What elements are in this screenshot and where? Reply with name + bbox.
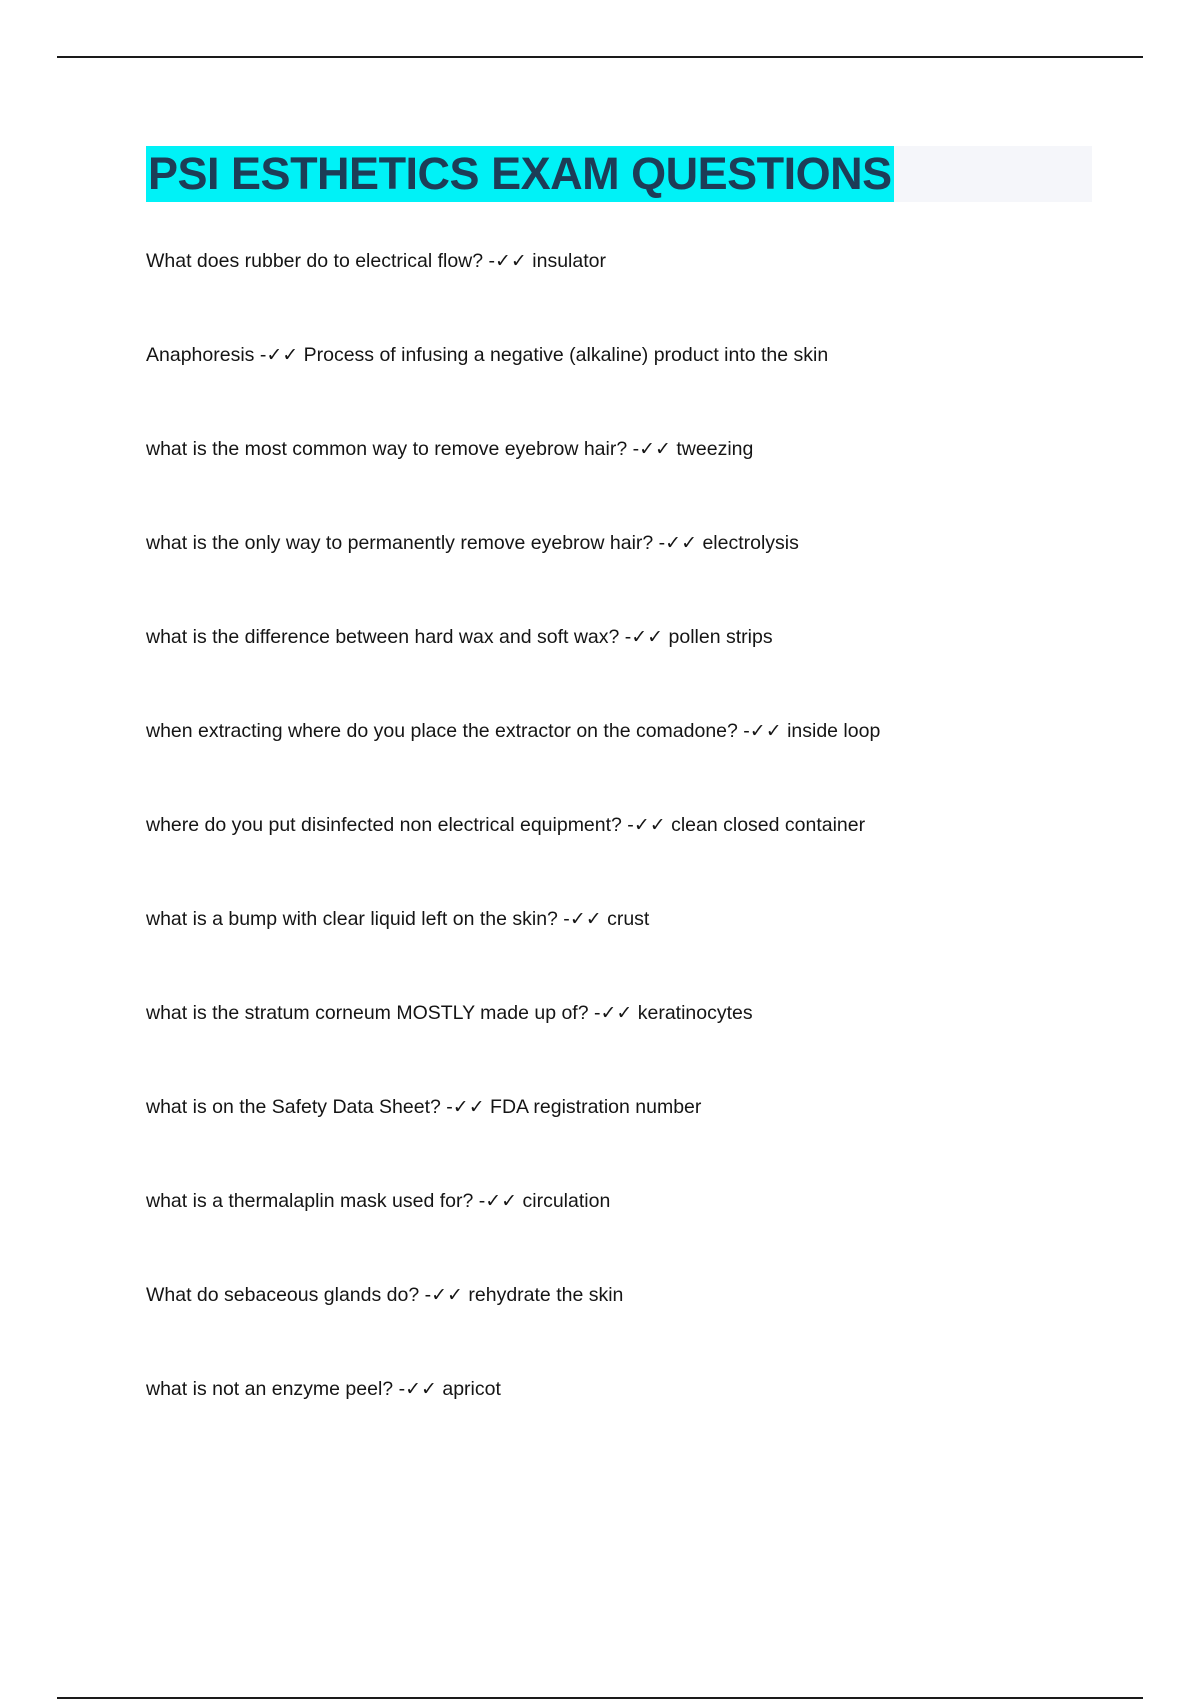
question-text: what is a bump with clear liquid left on the skin? [146, 908, 558, 930]
double-check-icon: ✓✓ [266, 344, 299, 366]
list-item [146, 1376, 1146, 1470]
list-item [146, 1094, 1146, 1188]
separator: - [653, 532, 666, 554]
question-text: what is the difference between hard wax and soft wax? [146, 626, 620, 648]
answer-text: apricot [442, 1378, 501, 1400]
double-check-icon: ✓✓ [600, 1002, 633, 1024]
answer-text: insulator [532, 250, 606, 272]
double-check-icon: ✓✓ [633, 814, 666, 836]
double-check-icon: ✓✓ [639, 438, 671, 460]
question-text: what is the only way to permanently remove eyebrow hair? [146, 532, 654, 554]
separator: - [419, 1284, 432, 1306]
answer-text: Process of infusing a negative (alkaline) product into the skin [303, 344, 829, 366]
separator: - [440, 1096, 453, 1118]
list-item [146, 530, 1146, 624]
separator: - [737, 720, 750, 742]
bottom-rule [57, 1697, 1143, 1699]
list-item [146, 342, 1146, 436]
answer-text: crust [607, 908, 650, 930]
list-item [146, 1282, 1146, 1376]
top-rule [57, 56, 1143, 58]
answer-text: tweezing [676, 438, 754, 460]
list-item [146, 248, 1146, 342]
double-check-icon: ✓✓ [452, 1096, 485, 1118]
question-text: What does rubber do to electrical flow? [146, 250, 484, 272]
double-check-icon: ✓✓ [631, 626, 664, 648]
separator: - [619, 626, 632, 648]
question-text: Anaphoresis [146, 344, 255, 366]
separator: - [483, 250, 496, 272]
question-text: what is on the Safety Data Sheet? [146, 1096, 441, 1118]
double-check-icon: ✓✓ [485, 1190, 518, 1212]
question-text: what is the most common way to remove eyebrow hair? [146, 438, 628, 460]
question-text: what is the stratum corneum MOSTLY made up of? [146, 1002, 589, 1024]
separator: - [557, 908, 570, 930]
list-item [146, 906, 1146, 1000]
answer-text: FDA registration number [490, 1096, 702, 1118]
double-check-icon: ✓✓ [749, 720, 782, 742]
separator: - [588, 1002, 601, 1024]
separator: - [473, 1190, 486, 1212]
separator: - [393, 1378, 406, 1400]
question-text: where do you put disinfected non electrical equipment? [146, 814, 622, 836]
answer-text: clean closed container [671, 814, 866, 836]
answer-text: rehydrate the skin [468, 1284, 624, 1306]
list-item [146, 436, 1146, 530]
double-check-icon: ✓✓ [405, 1378, 437, 1400]
answer-text: electrolysis [702, 532, 799, 554]
separator: - [627, 438, 640, 460]
list-item [146, 1188, 1146, 1282]
answer-text: circulation [522, 1190, 611, 1212]
answer-text: pollen strips [668, 626, 773, 648]
document-title: PSI ESTHETICS EXAM QUESTIONS [146, 146, 894, 202]
question-text: what is not an enzyme peel? [146, 1378, 394, 1400]
answer-text: inside loop [787, 720, 881, 742]
question-text: what is a thermalaplin mask used for? [146, 1190, 474, 1212]
double-check-icon: ✓✓ [495, 250, 527, 272]
question-text: when extracting where do you place the extractor on the comadone? [146, 720, 738, 742]
list-item [146, 812, 1146, 906]
separator: - [621, 814, 634, 836]
question-list [146, 248, 1146, 1470]
double-check-icon: ✓✓ [569, 908, 602, 930]
answer-text: keratinocytes [637, 1002, 753, 1024]
list-item [146, 718, 1146, 812]
list-item [146, 1000, 1146, 1094]
question-text: What do sebaceous glands do? [146, 1284, 420, 1306]
separator: - [254, 344, 267, 366]
double-check-icon: ✓✓ [665, 532, 698, 554]
list-item [146, 624, 1146, 718]
double-check-icon: ✓✓ [431, 1284, 463, 1306]
